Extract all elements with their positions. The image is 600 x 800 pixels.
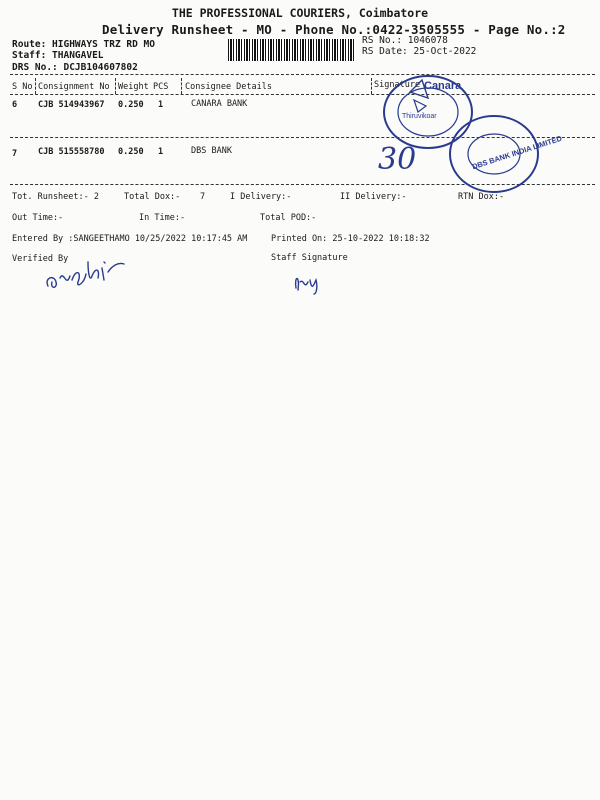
route-label: Route: HIGHWAYS TRZ RD MO [12,39,155,50]
row-consignment: CJB 515558780 [38,147,105,157]
col-divider [35,78,36,94]
row-pcs: 1 [158,100,164,110]
col-pcs: PCS [153,82,169,92]
table-top-rule [10,74,595,75]
row-sno: 6 [12,100,18,110]
col-signature: Signature [374,80,421,90]
col-divider [115,78,116,94]
staff-label: Staff: THANGAVEL [12,50,104,61]
col-divider [181,78,182,94]
dbs-stamp-text: DBS BANK INDIA LIMITED [470,133,563,172]
col-divider [371,78,372,94]
i-delivery: I Delivery:- [230,192,292,202]
printed-on: Printed On: 25-10-2022 10:18:32 [271,234,430,244]
verified-by: Verified By [12,254,69,264]
barcode [228,39,356,61]
company-title: THE PROFESSIONAL COURIERS, Coimbatore [171,6,429,20]
verifier-signature-icon [42,248,132,298]
row-consignee: CANARA BANK [191,99,248,109]
row-pcs: 1 [158,147,164,157]
row-weight: 0.250 [118,147,144,157]
canara-stamp-text: Canara [424,80,462,92]
total-dox-label: Total Dox:- [124,192,181,202]
row-weight: 0.250 [118,100,144,110]
handwritten-count: 30 [378,142,417,177]
drs-number: DRS No.: DCJB104607802 [12,62,138,73]
col-weight: Weight [118,82,149,92]
total-dox-value: 7 [200,192,206,202]
staff-signature-icon [290,268,340,298]
col-consignee: Consignee Details [185,82,272,92]
row-sno: 7 [12,149,18,159]
entered-by: Entered By :SANGEETHAMO 10/25/2022 10:17:45 AM [12,234,248,244]
staff-signature-label: Staff Signature [271,253,348,263]
row-consignment: CJB 514943967 [38,100,105,110]
runsheet-subtitle: Delivery Runsheet - MO - Phone No.:0422-3505555 - Page No.:2 [102,22,566,37]
table-header-rule [10,94,595,95]
rtn-dox: RTN Dox:- [458,192,505,202]
total-pod: Total POD:- [260,213,317,223]
row-consignee: DBS BANK [191,146,232,156]
canara-stamp-subtext: Thiruvikoar [402,113,437,120]
in-time: In Time:- [139,213,186,223]
out-time: Out Time:- [12,213,64,223]
ii-delivery: II Delivery:- [340,192,407,202]
tot-runsheet: Tot. Runsheet:- 2 [12,192,99,202]
rs-date: RS Date: 25-Oct-2022 [362,46,477,57]
col-consignment: Consignment No [38,82,110,92]
col-sno: S No [12,82,33,92]
rs-number: RS No.: 1046078 [362,35,448,46]
